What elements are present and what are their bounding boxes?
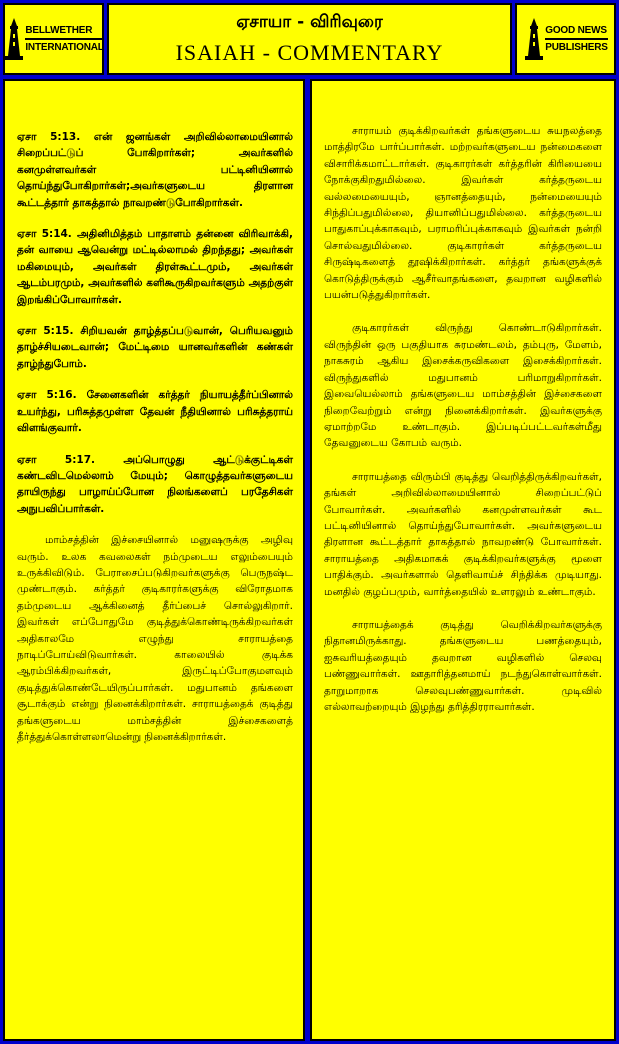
commentary-paragraph: சாராயம் குடிக்கிறவர்கள் தங்களுடைய சுயநலத்தை மாத்திரமே பார்ப்பார்கள். மற்றவர்களுடைய நன்மைகளை விசாரிக்கமாட்டார்கள். குடிகாரர்கள் கர்த்தரின் கிரியையை நோக்குகிறதுமில்லை. இவர்கள் கர்த்தருடைய வல்லமையையும், ஞானத்தையும், நன்மையையும் சிந்திப்பதுமில்லை, தியானிப்பதுமில்லை. கர்த்தருடைய பாதுகாப்புக்காகவும், பராமரிப்புக்காகவும் இவர்கள் நன்றி சொல்வதுமில்லை. குடிகாரர்கள் கர்த்தருடைய சிருஷ்டிகளைத் தூஷிக்கிறார்கள். கர்த்தர் தங்களுக்குக் கொடுத்திருக்கும் ஆசீர்வாதங்களை, தவறான வழிகளில் பயன்படுத்துகிறார்கள். (324, 125, 602, 302)
commentary-paragraph: மாம்சத்தின் இச்சையினால் மனுஷருக்கு அழிவு வரும். உலக கவலைகள் நம்முடைய எலும்பையும் உருக்கிவிடும். பேராசைப்படுகிறவர்களுக்கு பெருநஷ்ட முண்டாகும். கர்த்தர் குடிகாரர்களுக்கு விரோதமாக தம்முடைய ஆக்கினைத் தீர்ப்பைச் சொல்லுகிறார். இவர்கள் எப்போதுமே குடித்துக்கொண்டிருக்கிறவர்கள் அதிகாலமே எழுந்து சாராயத்தை நாடிப்போய்விடுவார்கள். காலையில் குடிக்க ஆரம்பிக்கிறவர்கள், இருட்டிப்போகுமளவும் குடித்துக்கொண்டேயிருப்பார்கள். மதுபானம் தங்களை சூடாக்கும் என்று நினைக்கிறார்கள். சாராயத்தைக் குடித்து தங்களுடைய மாம்சத்தின் இச்சைகளைத் தீர்த்துக்கொள்ளலாமென்று நினைக்கிறார்கள். (17, 534, 293, 743)
verse-5-14: ஏசா 5:14. அதினிமித்தம் பாதாளம் தன்னை விரிவாக்கி, தன் வாயை ஆவென்று மட்டில்லாமல் திறந்தது; அவர்கள் மகிமையும், அவர்கள் திரள்கூட்டமும், அவர்கள் ஆடம்பரமும், அவர்களில் களிகூருகிறவர்களும் அதற்குள் இறங்கிப்போவார்கள். (17, 228, 293, 306)
page-header (3, 3, 616, 75)
good-news-logo (515, 3, 616, 75)
logo-line1: BELLWETHER (25, 25, 103, 40)
commentary-paragraph: சாராயத்தைக் குடித்து வெறிக்கிறவர்களுக்கு நிதானமிருக்காது. தங்களுடைய பணத்தையும், ஐசுவரியத்தையும் தவறான வழிகளில் செலவு பண்ணுவார்கள். ஊதாரித்தனமாய் நடந்துகொள்வார்கள். தாறுமாறாக செலவுபண்ணுவார்கள். முடிவில் எல்லாவற்றையும் இழந்து தரித்திரராவார்கள். (324, 618, 602, 713)
verse-5-16: ஏசா 5:16. சேனைகளின் கர்த்தர் நியாயத்தீர்ப்பினால் உயர்ந்து, பரிசுத்தமுள்ள தேவன் நீதியினால் பரிசுத்தராய் விளங்குவார். (17, 389, 293, 435)
commentary-paragraph: குடிகாரர்கள் விருந்து கொண்டாடுகிறார்கள். விருந்தின் ஒரு பகுதியாக சுரமண்டலம், தம்புரு, மேளம், நாகசுரம் ஆகிய இசைக்கருவிகளை இசைக்கிறார்கள். விருந்துகளில் மதுபானம் பரிமாறுகிறார்கள். இவையெல்லாம் தங்களுடைய மாம்சத்தின் இச்சைகளை நிறைவேற்றும் என்று நினைக்கிறார்கள். இவர்களுக்கு ஏமாற்றமே உண்டாகும். இப்படிப்பட்டவர்கள்மீது தேவனுடைய கோபம் வரும். (324, 322, 602, 450)
tower-icon (523, 16, 545, 62)
logo-line1: GOOD NEWS (545, 25, 607, 40)
title-box (107, 3, 512, 75)
page-title-english: ISAIAH - COMMENTARY (175, 40, 444, 65)
page-title-tamil: ஏசாயா - விரிவுரை (236, 12, 383, 32)
logo-line2: INTERNATIONAL (25, 41, 104, 53)
verse-5-15: ஏசா 5:15. சிறியவன் தாழ்த்தப்படுவான், பெரியவனும் தாழ்ச்சியடைவான்; மேட்டிமை யானவர்களின் கண்கள் தாழ்ந்துபோம். (17, 325, 293, 370)
bellwether-logo (3, 3, 104, 75)
verse-5-13: ஏசா 5:13. என் ஜனங்கள் அறிவில்லாமையினால் சிறைப்பட்டுப் போகிறார்கள்; அவர்களில் கனமுள்ளவர்கள் பட்டினியினால் தொய்ந்துபோகிறார்கள்;அவர்களுடைய திரளான கூட்டத்தார் தாகத்தால் நாவறண்டுபோகிறார்கள். (17, 131, 293, 209)
logo-line2: PUBLISHERS (545, 41, 608, 53)
tower-icon (3, 16, 25, 62)
verse-5-17: ஏசா 5:17. அப்பொழுது ஆட்டுக்குட்டிகள் கண்டவிடமெல்லாம் மேயும்; கொழுத்தவர்களுடைய தாயிருந்து பாழாய்ப்போன நிலங்களைப் பரதேசிகள் அநுபவிப்பார்கள். (17, 453, 293, 515)
commentary-paragraph: சாராயத்தை விரும்பி குடித்து வெறித்திருக்கிறவர்கள், தங்கள் அறிவில்லாமையினால் சிறைப்பட்டுப் போவார்கள். அவர்களில் கனமுள்ளவர்கள் கூட பட்டினியினால் தொய்ந்துபோவார்கள். அவர்களுடைய திரளான கூட்டத்தார் தாகத்தால் நாவறண்டு போவார்கள். சாராயத்தை அதிகமாகக் குடிக்கிறவர்களுக்கு மூளை பாதிக்கும். அவர்களால் தெளிவாய்ச் சிந்திக்க முடியாது. மனதில் குழப்பமும், வார்த்தையில் உளரலும் உண்டாகும். (324, 470, 602, 598)
left-column (3, 79, 305, 1041)
right-column (310, 79, 616, 1041)
